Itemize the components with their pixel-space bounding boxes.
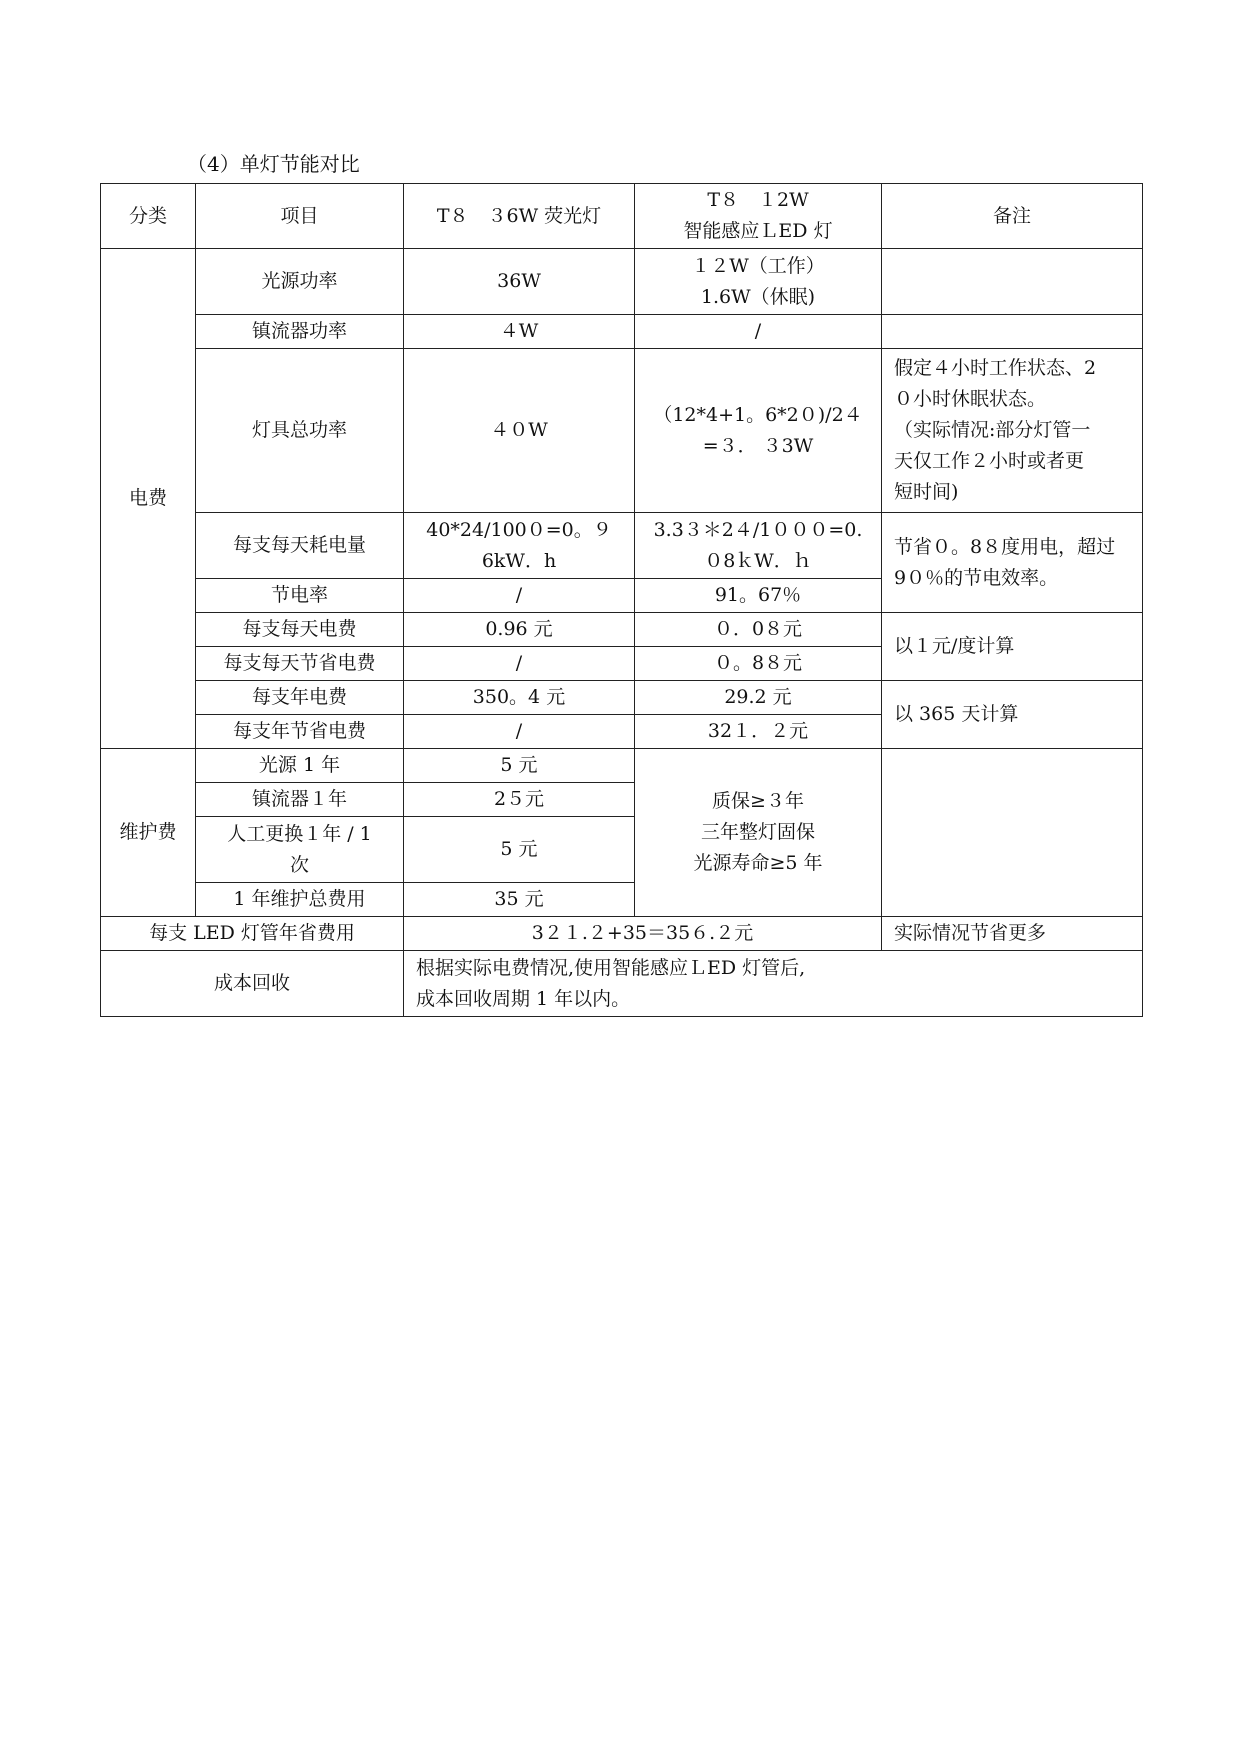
fluorescent-cell: 0.96 元: [404, 613, 635, 647]
table-row: [101, 749, 1143, 783]
led-cell: [635, 249, 882, 315]
table-row: [101, 349, 1143, 513]
energy-comparison-table: [100, 183, 1143, 1017]
led-cell: 32１．２元: [635, 715, 882, 749]
item-cell: 每支年电费: [196, 681, 404, 715]
category-maintenance: 维护费: [101, 749, 196, 917]
led-cell-line: ０8ｋW．ｈ: [704, 549, 812, 572]
section-heading: （4）单灯节能对比: [187, 152, 360, 176]
table-row: [101, 315, 1143, 349]
header-item: 项目: [196, 184, 404, 249]
fluorescent-cell: ４０W: [404, 349, 635, 513]
remark-cell: 以 365 天计算: [882, 681, 1143, 749]
led-cell: 91。67％: [635, 579, 882, 613]
led-cell-line: 3.3３＊2４/1０００=0.: [653, 518, 863, 541]
header-category: 分类: [101, 184, 196, 249]
remark-cell: 以１元/度计算: [882, 613, 1143, 681]
item-cell: 每支每天电费: [196, 613, 404, 647]
fluorescent-cell-line: 6kW．h: [481, 549, 557, 572]
led-cell: 29.2 元: [635, 681, 882, 715]
table-row: [101, 249, 1143, 315]
remark-cell: [882, 315, 1143, 349]
fluorescent-cell: 5 元: [404, 749, 635, 783]
led-cell-line: １２W（工作）: [691, 254, 825, 277]
table-row: [101, 951, 1143, 1017]
remark-cell: [882, 513, 1143, 613]
payback-text: [404, 951, 1143, 1017]
remark-line: 9０％的节电效率。: [894, 566, 1059, 589]
fluorescent-cell: /: [404, 647, 635, 681]
item-cell: 镇流器１年: [196, 783, 404, 817]
fluorescent-cell: 2５元: [404, 783, 635, 817]
fluorescent-cell: 35 元: [404, 883, 635, 917]
item-cell: 每支年节省电费: [196, 715, 404, 749]
remark-line: 假定４小时工作状态、2: [894, 357, 1097, 379]
header-led: [635, 184, 882, 249]
led-cell-line: （12*4+1。6*2０)/2４: [653, 403, 863, 426]
item-cell: 1 年维护总费用: [196, 883, 404, 917]
item-cell: 光源功率: [196, 249, 404, 315]
led-cell: ０。8８元: [635, 647, 882, 681]
payback-line: 成本回收周期 1 年以内。: [416, 987, 631, 1010]
item-cell: [196, 817, 404, 883]
remark-line: 节省０。8８度用电，超过: [894, 535, 1116, 558]
item-cell: 灯具总功率: [196, 349, 404, 513]
item-cell: 每支每天耗电量: [196, 513, 404, 579]
remark-cell: [882, 349, 1143, 513]
fluorescent-cell: /: [404, 715, 635, 749]
item-cell-line: 次: [289, 853, 309, 876]
led-maintenance-cell: [635, 749, 882, 917]
remark-line: 天仅工作２小时或者更: [894, 450, 1085, 472]
fluorescent-cell-line: 40*24/100０=0。９: [426, 518, 612, 541]
table-row: [101, 681, 1143, 715]
remark-line: 短时间): [894, 481, 959, 503]
header-led-line: T８ １2W: [707, 189, 809, 211]
table-header-row: [101, 184, 1143, 249]
fluorescent-cell: ４W: [404, 315, 635, 349]
item-cell: 每支每天节省电费: [196, 647, 404, 681]
led-cell-line: 光源寿命≥5 年: [693, 852, 823, 874]
led-cell: [635, 349, 882, 513]
header-fluorescent: T８ ３6W 荧光灯: [404, 184, 635, 249]
fluorescent-cell: /: [404, 579, 635, 613]
item-cell: 镇流器功率: [196, 315, 404, 349]
remark-cell: [882, 249, 1143, 315]
led-cell: [635, 513, 882, 579]
category-electricity: 电费: [101, 249, 196, 749]
led-cell: /: [635, 315, 882, 349]
remark-line: （实际情况:部分灯管一: [894, 419, 1091, 441]
annual-saving-label: 每支 LED 灯管年省费用: [101, 917, 404, 951]
led-cell-line: 1.6W（休眠): [700, 285, 816, 308]
table-row: [101, 513, 1143, 579]
table-row: [101, 917, 1143, 951]
led-cell-line: =３． ３3W: [702, 434, 814, 457]
fluorescent-cell: 5 元: [404, 817, 635, 883]
table-row: [101, 613, 1143, 647]
led-cell: ０．0８元: [635, 613, 882, 647]
annual-saving-value: 3２１.２+35＝35６.２元: [404, 917, 882, 951]
payback-line: 根据实际电费情况,使用智能感应ＬED 灯管后,: [416, 956, 806, 979]
item-cell-line: 人工更换１年 / 1: [227, 822, 372, 845]
item-cell: 光源 1 年: [196, 749, 404, 783]
remark-cell: [882, 749, 1143, 917]
fluorescent-cell: 36W: [404, 249, 635, 315]
item-cell: 节电率: [196, 579, 404, 613]
annual-saving-remark: 实际情况节省更多: [882, 917, 1143, 951]
fluorescent-cell: 350。4 元: [404, 681, 635, 715]
header-led-line: 智能感应ＬED 灯: [683, 220, 833, 242]
fluorescent-cell: [404, 513, 635, 579]
led-cell-line: 三年整灯固保: [700, 821, 815, 843]
payback-label: 成本回收: [101, 951, 404, 1017]
header-remark: 备注: [882, 184, 1143, 249]
remark-line: ０小时休眠状态。: [894, 388, 1047, 410]
led-cell-line: 质保≥３年: [712, 790, 804, 812]
